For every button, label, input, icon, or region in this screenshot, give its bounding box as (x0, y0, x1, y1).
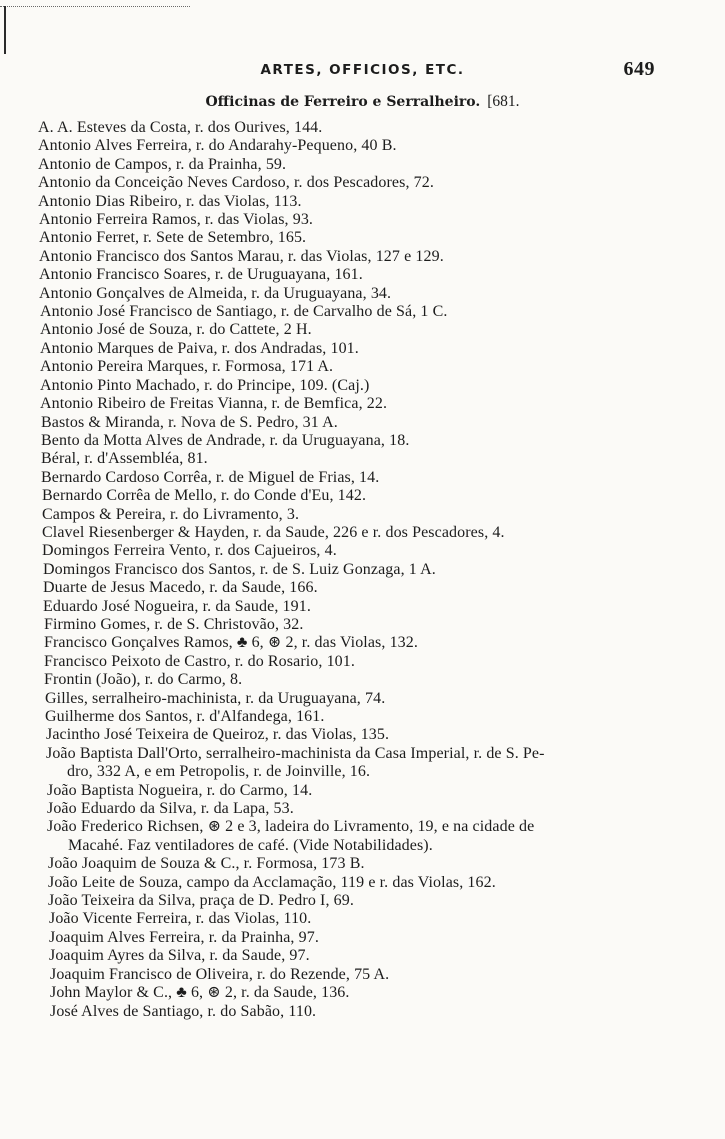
list-item: Antonio da Conceição Neves Cardoso, r. dos Pescadores, 72. (38, 174, 434, 192)
top-rule (0, 6, 190, 7)
list-item: Francisco Gonçalves Ramos, ♣ 6, ⊛ 2, r. das Violas, 132. (44, 634, 418, 652)
list-item: Antonio Francisco dos Santos Marau, r. das Violas, 127 e 129. (39, 247, 444, 265)
running-head: ARTES, OFFICIOS, ETC. (260, 62, 465, 78)
left-edge-mark (4, 6, 6, 54)
list-item: Frontin (João), r. do Carmo, 8. (44, 671, 243, 689)
list-item: Antonio José Francisco de Santiago, r. de Carvalho de Sá, 1 C. (40, 303, 448, 321)
list-item: Antonio Dias Ribeiro, r. das Violas, 113. (38, 192, 302, 210)
list-item: Domingos Ferreira Vento, r. dos Cajueiros, 4. (42, 542, 337, 560)
list-item: Antonio de Campos, r. da Prainha, 59. (38, 155, 287, 173)
list-item: Domingos Francisco dos Santos, r. de S. Luiz Gonzaga, 1 A. (43, 560, 436, 578)
list-item: Eduardo José Nogueira, r. da Saude, 191. (43, 597, 311, 615)
page-header (0, 58, 725, 82)
section-heading: Officinas de Ferreiro e Serralheiro. (205, 94, 481, 110)
section-ref: [681. (487, 93, 520, 110)
list-item: José Alves de Santiago, r. do Sabão, 110. (50, 1002, 317, 1020)
list-item: Antonio Ribeiro de Freitas Vianna, r. de Bemfica, 22. (40, 395, 388, 413)
list-item: João Leite de Souza, campo da Acclamação, 119 e r. das Violas, 162. (48, 873, 496, 891)
list-item: Gilles, serralheiro-machinista, r. da Uruguayana, 74. (45, 689, 386, 707)
list-item: Antonio Pereira Marques, r. Formosa, 171 A. (40, 358, 334, 376)
list-item: João Vicente Ferreira, r. das Violas, 110. (49, 910, 312, 928)
list-item: João Joaquim de Souza & C., r. Formosa, 173 B. (48, 855, 365, 873)
list-item: Joaquim Francisco de Oliveira, r. do Rezende, 75 A. (50, 965, 390, 983)
list-item: Antonio Francisco Soares, r. de Uruguayana, 161. (39, 266, 363, 284)
list-item: Antonio Ferret, r. Sete de Setembro, 165. (39, 229, 307, 247)
list-item: Francisco Peixoto de Castro, r. do Rosario, 101. (44, 652, 355, 670)
list-item: A. A. Esteves da Costa, r. dos Ourives, 144. (38, 119, 323, 136)
list-item: Bento da Motta Alves de Andrade, r. da Uruguayana, 18. (41, 431, 410, 449)
list-item: João Teixeira da Silva, praça de D. Pedro I, 69. (48, 892, 354, 910)
list-item: Guilherme dos Santos, r. d'Alfandega, 161. (45, 708, 325, 725)
list-item: Antonio Marques de Paiva, r. dos Andradas, 101. (40, 339, 359, 357)
list-item: Antonio José de Souza, r. do Cattete, 2 H. (40, 321, 312, 339)
list-item: Antonio Ferreira Ramos, r. das Violas, 93. (39, 211, 314, 229)
list-item: Jacintho José Teixeira de Queiroz, r. das Violas, 135. (46, 726, 390, 744)
list-item-continuation: dro, 332 A, e em Petropolis, r. de Joinville, 16. (67, 763, 371, 781)
page-number: 649 (623, 58, 655, 80)
directory-list (0, 119, 725, 1021)
list-item: Joaquim Alves Ferreira, r. da Prainha, 97. (49, 928, 319, 946)
list-item: John Maylor & C., ♣ 6, ⊛ 2, r. da Saude, 136. (50, 984, 350, 1002)
list-item: Bernardo Cardoso Corrêa, r. de Miguel de Frias, 14. (41, 468, 380, 486)
list-item: Bernardo Corrêa de Mello, r. do Conde d'Eu, 142. (42, 487, 367, 505)
list-item: Antonio Pinto Machado, r. do Principe, 109. (Caj.) (40, 376, 370, 394)
list-item: Clavel Riesenberger & Hayden, r. da Saude, 226 e r. dos Pescadores, 4. (42, 523, 505, 541)
list-item: Duarte de Jesus Macedo, r. da Saude, 166. (43, 579, 318, 597)
list-item: João Baptista Nogueira, r. do Carmo, 14. (47, 781, 313, 799)
list-item: Joaquim Ayres da Silva, r. da Saude, 97. (49, 947, 310, 965)
list-item-continuation: Macahé. Faz ventiladores de café. (Vide Notabilidades). (68, 836, 433, 854)
list-item: Antonio Alves Ferreira, r. do Andarahy-Pequeno, 40 B. (38, 137, 397, 155)
list-item: Firmino Gomes, r. de S. Christovão, 32. (44, 615, 304, 633)
list-item: João Baptista Dall'Orto, serralheiro-machinista da Casa Imperial, r. de S. Pe- (46, 744, 545, 762)
section-title (0, 93, 725, 111)
list-item: Bastos & Miranda, r. Nova de S. Pedro, 31 A. (41, 413, 338, 431)
list-item: Antonio Gonçalves de Almeida, r. da Uruguayana, 34. (39, 284, 392, 302)
list-item: João Eduardo da Silva, r. da Lapa, 53. (47, 800, 294, 818)
list-item: Campos & Pereira, r. do Livramento, 3. (42, 505, 300, 523)
list-item: João Frederico Richsen, ⊛ 2 e 3, ladeira do Livramento, 19, e na cidade de (47, 818, 535, 836)
list-item: Béral, r. d'Assembléa, 81. (41, 450, 208, 468)
